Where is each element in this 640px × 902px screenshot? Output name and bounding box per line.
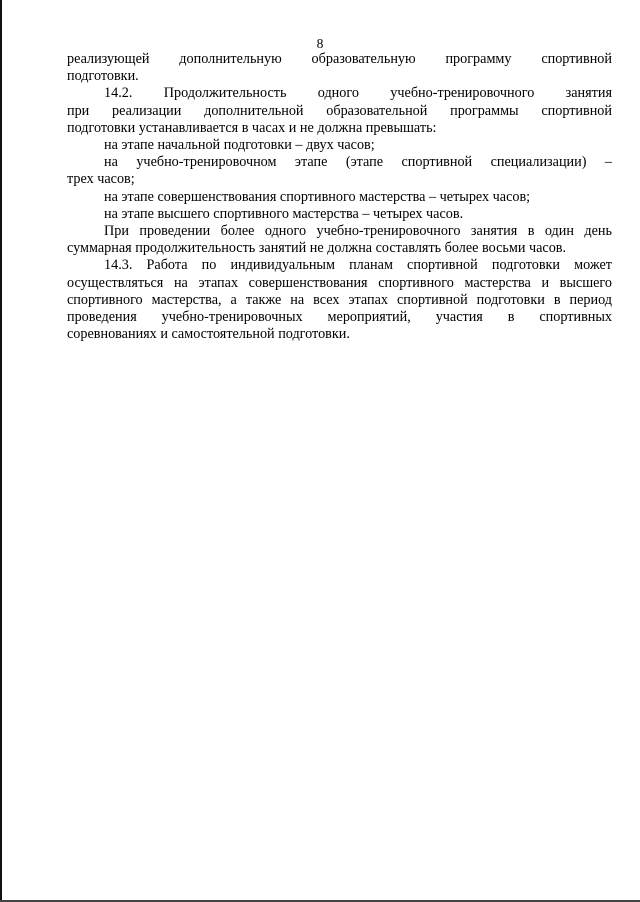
page-number: 8	[316, 36, 324, 51]
text-line: трех часов;	[67, 171, 135, 188]
text-line: соревнованиях и самостоятельной подготовки.	[67, 326, 350, 343]
text-line: реализующей дополнительную образовательную программу спортивной	[67, 51, 612, 67]
text-line: при реализации дополнительной образовательной программы спортивной	[67, 102, 612, 119]
text-line: подготовки устанавливается в часах и не должна превышать:	[67, 119, 437, 136]
text-line: При проведении более одного учебно-тренировочного занятия в один день	[104, 223, 612, 240]
text-line: на этапе начальной подготовки – двух часов;	[104, 137, 375, 154]
text-line: 14.3. Работа по индивидуальным планам спортивной подготовки может	[104, 257, 612, 274]
text-line: на учебно-тренировочном этапе (этапе спортивной специализации) –	[104, 154, 612, 171]
text-line: на этапе высшего спортивного мастерства – четырех часов.	[104, 205, 464, 222]
text-line: на этапе совершенствования спортивного мастерства – четырех часов;	[104, 188, 531, 205]
text-line: осуществляться на этапах совершенствования спортивного мастерства и высшего	[67, 274, 612, 291]
scan-left-edge	[0, 0, 2, 902]
text-line: спортивного мастерства, а также на всех этапах спортивной подготовки в период	[67, 291, 612, 308]
document-body	[67, 51, 612, 343]
text-line: 14.2. Продолжительность одного учебно-тренировочного занятия	[104, 85, 612, 102]
text-line: суммарная продолжительность занятий не должна составлять более восьми часов.	[67, 240, 567, 257]
text-line: подготовки.	[67, 68, 139, 85]
text-line: проведения учебно-тренировочных мероприятий, участия в спортивных	[67, 309, 612, 326]
